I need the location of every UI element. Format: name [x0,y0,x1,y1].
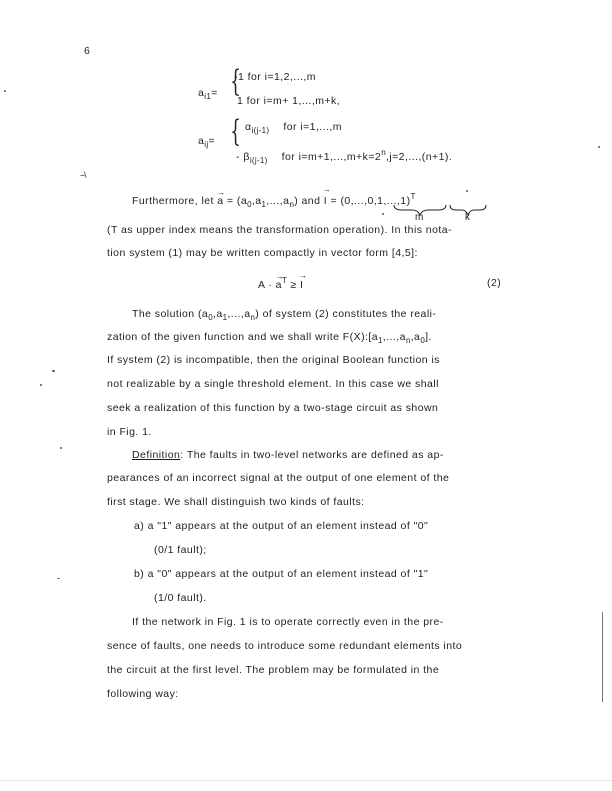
left-brace-2: { [230,114,241,149]
paragraph-3-line-1: Definition: The faults in two-level networks are defined as ap- [132,449,444,461]
speck [60,447,62,449]
speck [466,190,468,192]
list-item-b: b) a "0" appears at the output of an element instead of "1" [134,568,429,580]
underbrace-label-k: k [465,212,471,223]
paragraph-2-line-2: zation of the given function and we shall write $F(X):[a_1,...,a_n,a_0]$. [107,331,432,345]
paragraph-1-line-2: (T as upper index means the transformation operation). In this nota- [107,224,452,236]
list-item-b-cont: (1/0 fault). [154,592,207,604]
definition-term: Definition [132,449,181,461]
paragraph-4-line-2: sence of faults, one needs to introduce some redundant elements into [107,640,463,652]
paragraph-1-line-1: Furthermore, let a → = $(a_0,a_1,...,a_n)$ and I → = $(0,...,0,1,...,1)^T$ [132,185,416,209]
list-item-a-cont: (0/1 fault); [154,544,207,556]
paragraph-2-line-3: If system (2) is incompatible, then the original Boolean function is [107,354,440,366]
equation-aij-lhs: $a_{ij}=$ [198,135,216,149]
underbrace-label-m: m [415,212,424,223]
speck [57,578,60,579]
paragraph-4-line-1: If the network in Fig. 1 is to operate correctly even in the pre- [132,616,444,628]
speck [4,90,6,92]
equation-aij-case1: $\alpha_{i(j-1)}$ for i=1,...,m [245,121,342,135]
paragraph-4-line-3: the circuit at the first level. The problem may be formulated in the [107,664,440,676]
underbraces [392,204,492,216]
equation-ai1-lhs: $a_{i1}=$ [198,87,218,101]
left-brace-1: { [230,64,241,99]
paragraph-2-line-1: The solution $(a_0,a_1,...,a_n)$ of system (2) constitutes the reali- [132,308,437,322]
right-edge-line [602,612,603,702]
speck [52,370,55,372]
paragraph-2-line-4: not realizable by a single threshold element. In this case we shall [107,378,439,390]
paragraph-3-line-2: pearances of an incorrect signal at the output of one element of the [107,472,450,484]
speck [40,384,42,386]
equation-aij-case2: - $\beta_{i(j-1)}$ for $i=m+1,...,m+k=2^n,j=2,...,(n+1)$. [236,148,453,165]
bottom-edge [0,780,612,781]
list-item-a: a) a "1" appears at the output of an element instead of "0" [134,520,429,532]
equation-2-number: (2) [487,277,502,289]
paragraph-2-line-5: seek a realization of this function by a two-stage circuit as shown [107,402,439,414]
paragraph-1-line-3: tion system (1) may be written compactly in vector form [4,5]: [107,247,418,259]
speck [598,146,600,148]
speck [382,213,384,215]
paragraph-2-line-6: in Fig. 1. [107,426,152,438]
paragraph-4-line-4: following way: [107,688,179,700]
margin-mark: --\ [80,170,86,180]
page-number: 6 [84,45,91,57]
equation-2: A · a → $^T$ ≥ I → [258,271,308,291]
equation-ai1-case1: -1 for i=1,2,...,m [234,71,316,83]
equation-ai1-case2: 1 for i=m+ 1,...,m+k, [237,95,341,107]
paragraph-3-line-3: first stage. We shall distinguish two kinds of faults: [107,496,365,508]
